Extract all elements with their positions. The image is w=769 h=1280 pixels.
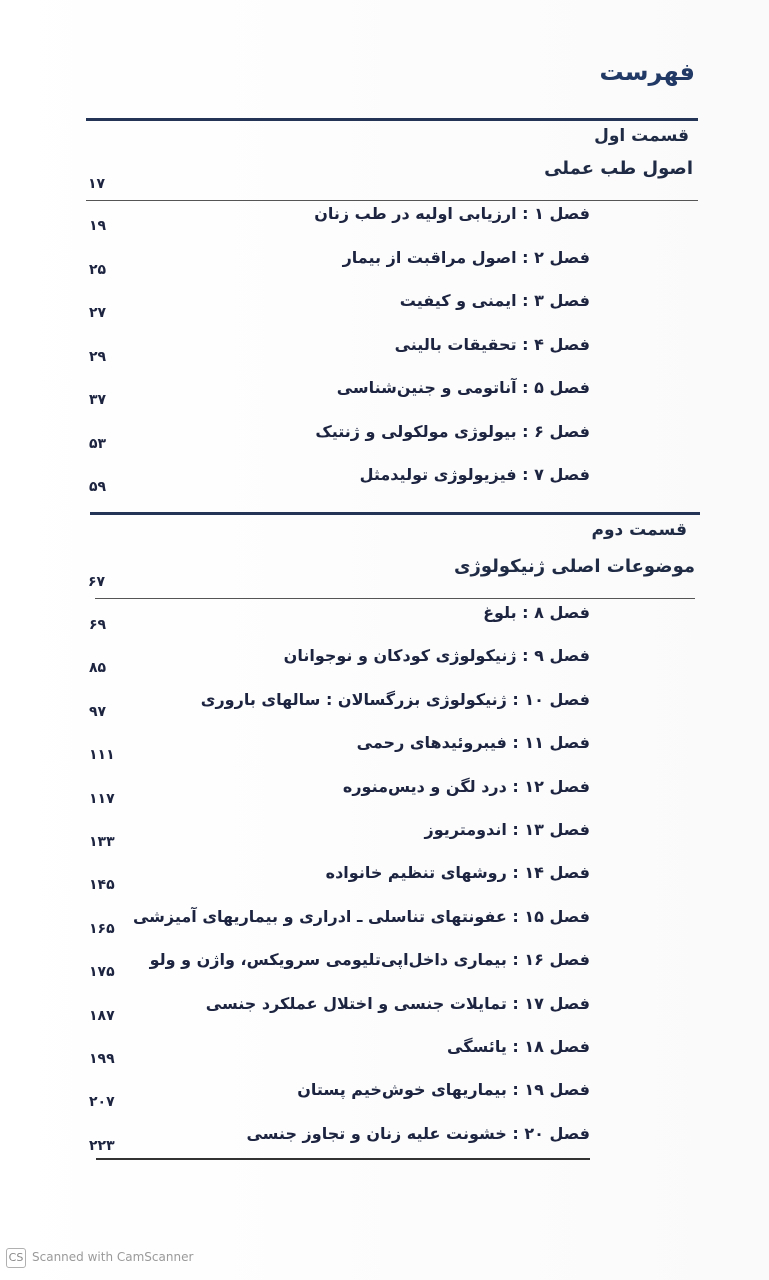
chapter-page-number: ۲۵ (89, 261, 107, 278)
chapter-title: فصل ۱۷ : تمایلات جنسی و اختلال عملکرد جنسی (205, 993, 590, 1013)
chapter-title: فصل ۹ : ژنیکولوژی کودکان و نوجوانان (283, 646, 590, 666)
toc-entry (85, 465, 590, 505)
chapter-title: فصل ۲۰ : خشونت علیه زنان و تجاوز جنسی (246, 1123, 590, 1143)
scanner-watermark (0, 1246, 250, 1272)
toc-entry (85, 291, 590, 331)
chapter-title: فصل ۱۱ : فیبروئیدهای رحمی (356, 733, 590, 753)
part-1-rule (86, 200, 698, 201)
toc-entry (85, 733, 590, 773)
chapter-title: فصل ۷ : فیزیولوژی تولیدمثل (359, 465, 590, 484)
chapter-page-number: ۱۱۱ (89, 747, 115, 764)
chapter-title: فصل ۱۸ : یائسگی (447, 1037, 590, 1056)
chapter-page-number: ۲۷ (89, 305, 107, 321)
page-title: فهرست (599, 58, 695, 86)
toc-entry (85, 204, 590, 244)
chapter-page-number: ۲۰۷ (89, 1094, 115, 1111)
toc-entry (85, 690, 590, 730)
toc-entry (85, 994, 590, 1034)
toc-entry (85, 603, 590, 643)
chapter-title: فصل ۱۹ : بیماریهای خوش‌خیم پستان (297, 1080, 590, 1100)
chapter-page-number: ۸۵ (89, 660, 107, 677)
toc-entry (85, 248, 590, 288)
part-1-title: اصول طب عملی (544, 158, 693, 179)
toc-entry (85, 907, 590, 947)
chapter-title: فصل ۲ : اصول مراقبت از بیمار (342, 247, 590, 267)
toc-entry (85, 863, 590, 903)
title-rule (86, 118, 698, 121)
chapter-page-number: ۳۷ (89, 392, 107, 408)
toc-entry (85, 950, 590, 990)
chapter-page-number: ۲۹ (89, 348, 107, 365)
chapter-page-number: ۱۷۵ (89, 964, 115, 981)
chapter-title: فصل ۱۰ : ژنیکولوژی بزرگسالان : سالهای باروری (200, 689, 590, 709)
part-1-label: قسمت اول (594, 126, 689, 146)
chapter-title: فصل ۱۳ : اندومتریوز (424, 820, 590, 839)
part-1-page: ۱۷ (88, 176, 106, 192)
chapter-title: فصل ۱ : ارزیابی اولیه در طب زنان (314, 204, 590, 223)
chapter-title: فصل ۸ : بلوغ (483, 603, 590, 622)
chapter-page-number: ۵۹ (89, 479, 107, 495)
chapter-title: فصل ۱۲ : درد لگن و دیس‌منوره (342, 776, 590, 796)
chapter-title: فصل ۵ : آناتومی و جنین‌شناسی (336, 378, 590, 397)
chapter-page-number: ۵۳ (89, 435, 107, 452)
chapter-page-number: ۱۹۹ (89, 1051, 115, 1067)
chapter-page-number: ۱۴۵ (89, 877, 115, 894)
toc-entry (85, 1037, 590, 1077)
toc-entry (85, 777, 590, 817)
end-rule (96, 1158, 590, 1160)
chapter-page-number: ۱۱۷ (89, 790, 115, 807)
chapter-page-number: ۲۲۳ (89, 1137, 115, 1154)
part-divider (90, 512, 700, 515)
camscanner-logo-icon: CS (6, 1248, 26, 1268)
part-2-label: قسمت دوم (591, 520, 687, 540)
chapter-title: فصل ۴ : تحقیقات بالینی (394, 334, 590, 354)
chapter-page-number: ۶۹ (89, 617, 107, 633)
part-2-page: ۶۷ (88, 574, 106, 590)
chapter-title: فصل ۳ : ایمنی و کیفیت (399, 291, 590, 310)
chapter-page-number: ۱۹ (89, 218, 107, 234)
toc-entry (85, 378, 590, 418)
chapter-title: فصل ۱۵ : عفونتهای تناسلی ـ ادراری و بیماریهای آمیزشی (132, 906, 590, 926)
toc-entry (85, 820, 590, 860)
chapter-title: فصل ۶ : بیولوژی مولکولی و ژنتیک (315, 421, 590, 441)
toc-entry (85, 422, 590, 462)
chapter-page-number: ۱۳۳ (89, 834, 115, 850)
toc-entry (85, 646, 590, 686)
chapter-title: فصل ۱۶ : بیماری داخل‌اپی‌تلیومی سرویکس، واژن و ولو (149, 950, 590, 970)
part-2-rule (95, 598, 695, 599)
chapter-page-number: ۱۸۷ (89, 1007, 115, 1024)
toc-entry (85, 335, 590, 375)
watermark-text: Scanned with CamScanner (32, 1250, 194, 1264)
chapter-title: فصل ۱۴ : روشهای تنظیم خانواده (325, 863, 590, 883)
chapter-page-number: ۱۶۵ (89, 920, 115, 937)
toc-entry (85, 1080, 590, 1120)
part-2-title: موضوعات اصلی ژنیکولوژی (453, 556, 695, 577)
chapter-page-number: ۹۷ (89, 703, 107, 720)
